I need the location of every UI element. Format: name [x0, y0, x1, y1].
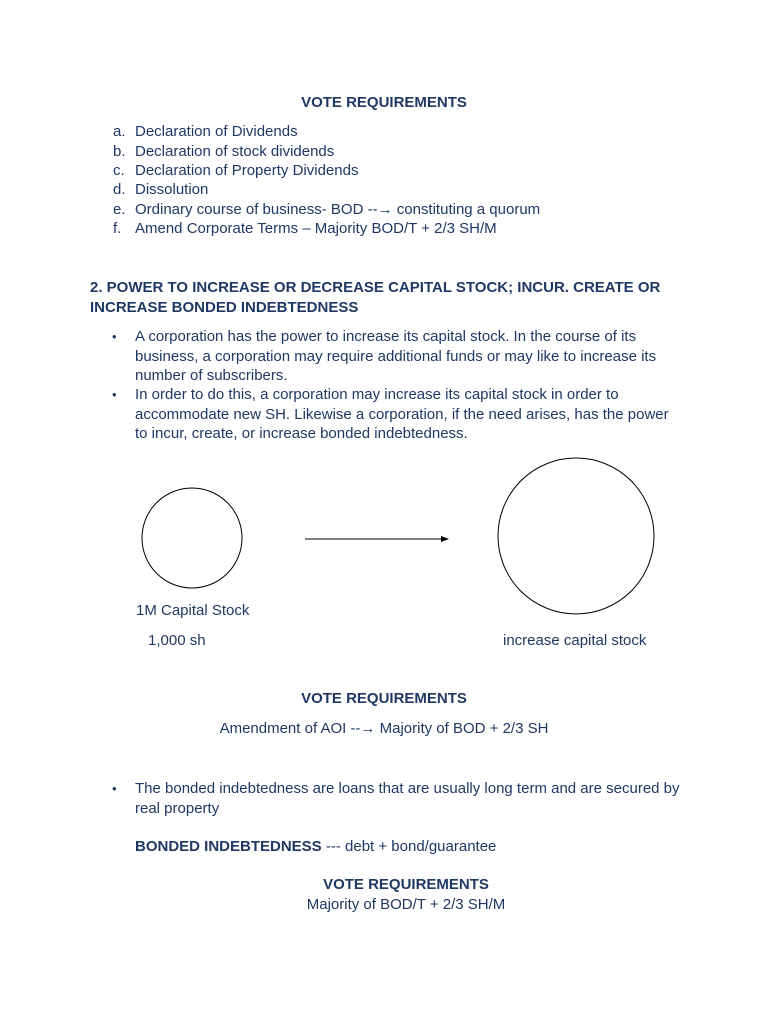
list-marker: d. — [113, 181, 126, 198]
capital-stock-diagram — [0, 450, 768, 620]
vote-requirements-heading-3: VOTE REQUIREMENTS — [323, 876, 489, 893]
vote-requirements-heading-1: VOTE REQUIREMENTS — [301, 94, 467, 111]
bonded-definition-text: --- debt + bond/guarantee — [321, 838, 497, 855]
list-marker: f. — [113, 220, 122, 237]
list-marker: e. — [113, 201, 126, 218]
list-item-text: Declaration of Dividends — [135, 123, 298, 140]
list-marker: b. — [113, 143, 126, 160]
bullet-marker: • — [112, 329, 117, 344]
list-item-text: Ordinary course of business- BOD --→ constituting a quorum — [135, 201, 541, 218]
large-capital-circle — [498, 458, 654, 614]
section-2-title: 2. POWER TO INCREASE OR DECREASE CAPITAL STOCK; INCUR. CREATE OR INCREASE BONDED INDEBTEDNESS — [90, 279, 661, 316]
bullet-marker: • — [112, 387, 117, 402]
increase-capital-label: increase capital stock — [503, 632, 647, 649]
bullet-paragraph: A corporation has the power to increase its capital stock. In the course of its business, a corporation may require additional funds or may like to increase its number of subscribers. — [135, 328, 657, 384]
vote-requirements-heading-2: VOTE REQUIREMENTS — [301, 690, 467, 707]
list-item-text: Amend Corporate Terms – Majority BOD/T + 2/3 SH/M — [135, 220, 497, 237]
bonded-term: BONDED INDEBTEDNESS — [135, 838, 322, 855]
bullet-paragraph: In order to do this, a corporation may increase its capital stock in order to accommodate new SH. Likewise a corporation, if the need arises, has the power to incur, create, or increase bonded indebtedness. — [135, 386, 669, 442]
list-item-text: Declaration of stock dividends — [135, 143, 335, 160]
list-marker: c. — [113, 162, 125, 179]
list-item-text: Declaration of Property Dividends — [135, 162, 359, 179]
majority-text: Majority of BOD/T + 2/3 SH/M — [306, 896, 506, 913]
shares-label: 1,000 sh — [148, 632, 206, 649]
list-marker: a. — [113, 123, 126, 140]
bonded-paragraph: The bonded indebtedness are loans that are usually long term and are secured by real property — [135, 780, 680, 817]
capital-stock-label: 1M Capital Stock — [136, 602, 250, 619]
bonded-definition — [135, 837, 496, 857]
list-item-text: Dissolution — [135, 181, 209, 198]
small-capital-circle — [142, 488, 242, 588]
amendment-aoi-text: Amendment of AOI --→ Majority of BOD + 2/3 SH — [219, 720, 549, 737]
bullet-marker: • — [112, 781, 117, 796]
